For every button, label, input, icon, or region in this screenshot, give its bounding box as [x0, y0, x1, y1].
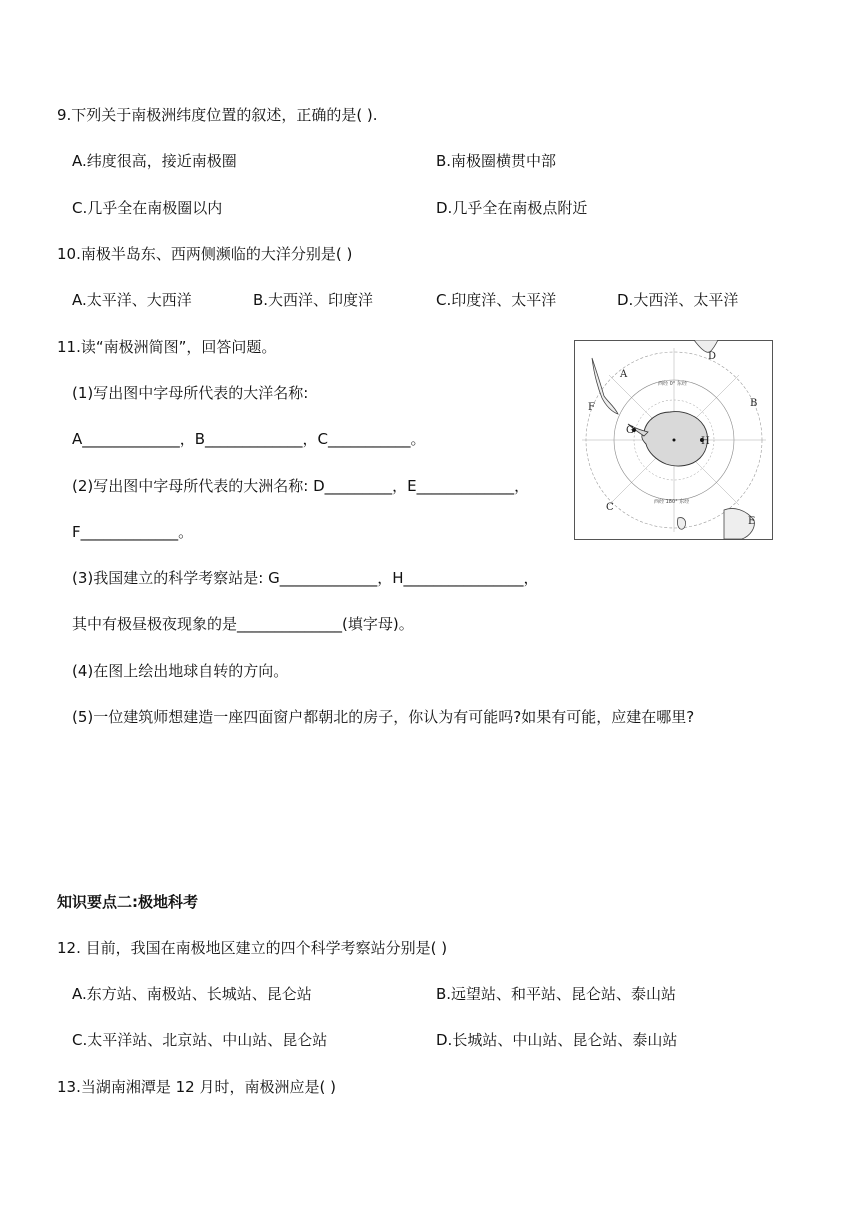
q10-option-d: D.大西洋、太平洋	[617, 291, 739, 309]
map-letter-e: E	[748, 516, 756, 527]
map-top-label: 西经 0° 东经	[658, 381, 687, 387]
q12-option-b: B.远望站、和平站、昆仑站、泰山站	[436, 985, 677, 1003]
map-letter-f: F	[588, 402, 595, 413]
map-letter-c: C	[606, 502, 614, 513]
map-bottom-label: 西经 180° 东经	[654, 499, 690, 505]
q9-option-d: D.几乎全在南极点附近	[436, 199, 588, 217]
map-letter-h: H	[701, 436, 710, 447]
antarctica-map	[574, 340, 773, 540]
q11-part3: (3)我国建立的科学考察站是: G_____________，H________________，	[72, 569, 539, 587]
q12-option-c: C.太平洋站、北京站、中山站、昆仑站	[72, 1031, 328, 1049]
q12-stem: 12. 目前，我国在南极地区建立的四个科学考察站分别是( )	[57, 939, 448, 957]
q10-option-a: A.太平洋、大西洋	[72, 291, 192, 309]
section-title: 知识要点二:极地科考	[57, 893, 198, 911]
map-letter-b: B	[750, 398, 758, 409]
q9-option-a: A.纬度很高，接近南极圈	[72, 152, 237, 170]
q9-option-c: C.几乎全在南极圈以内	[72, 199, 223, 217]
q11-part4: (4)在图上绘出地球自转的方向。	[72, 662, 289, 680]
q13-stem: 13.当湖南湘潭是 12 月时，南极洲应是( )	[57, 1078, 336, 1096]
q12-option-a: A.东方站、南极站、长城站、昆仑站	[72, 985, 312, 1003]
map-letter-g: G	[626, 425, 634, 436]
q11-part2-cont: F_____________。	[72, 523, 194, 541]
q11-part1-blanks: A_____________，B_____________，C___________。	[72, 430, 426, 448]
q11-part3-cont: 其中有极昼极夜现象的是______________(填字母)。	[72, 615, 414, 633]
q11-stem: 11.读“南极洲简图”，回答问题。	[57, 338, 277, 356]
q11-part1: (1)写出图中字母所代表的大洋名称:	[72, 384, 309, 402]
q10-stem: 10.南极半岛东、西两侧濒临的大洋分别是( )	[57, 245, 353, 263]
q12-option-d: D.长城站、中山站、昆仑站、泰山站	[436, 1031, 678, 1049]
q11-part5: (5)一位建筑师想建造一座四面窗户都朝北的房子，你认为有可能吗?如果有可能，应建在哪里?	[72, 708, 695, 726]
map-letter-a: A	[620, 369, 628, 380]
q9-option-b: B.南极圈横贯中部	[436, 152, 557, 170]
q10-option-b: B.大西洋、印度洋	[253, 291, 374, 309]
q11-part2: (2)写出图中字母所代表的大洲名称: D_________，E_____________，	[72, 477, 530, 495]
map-letter-d: D	[708, 351, 717, 362]
q10-option-c: C.印度洋、太平洋	[436, 291, 557, 309]
q9-stem: 9.下列关于南极洲纬度位置的叙述，正确的是( ).	[57, 106, 378, 124]
